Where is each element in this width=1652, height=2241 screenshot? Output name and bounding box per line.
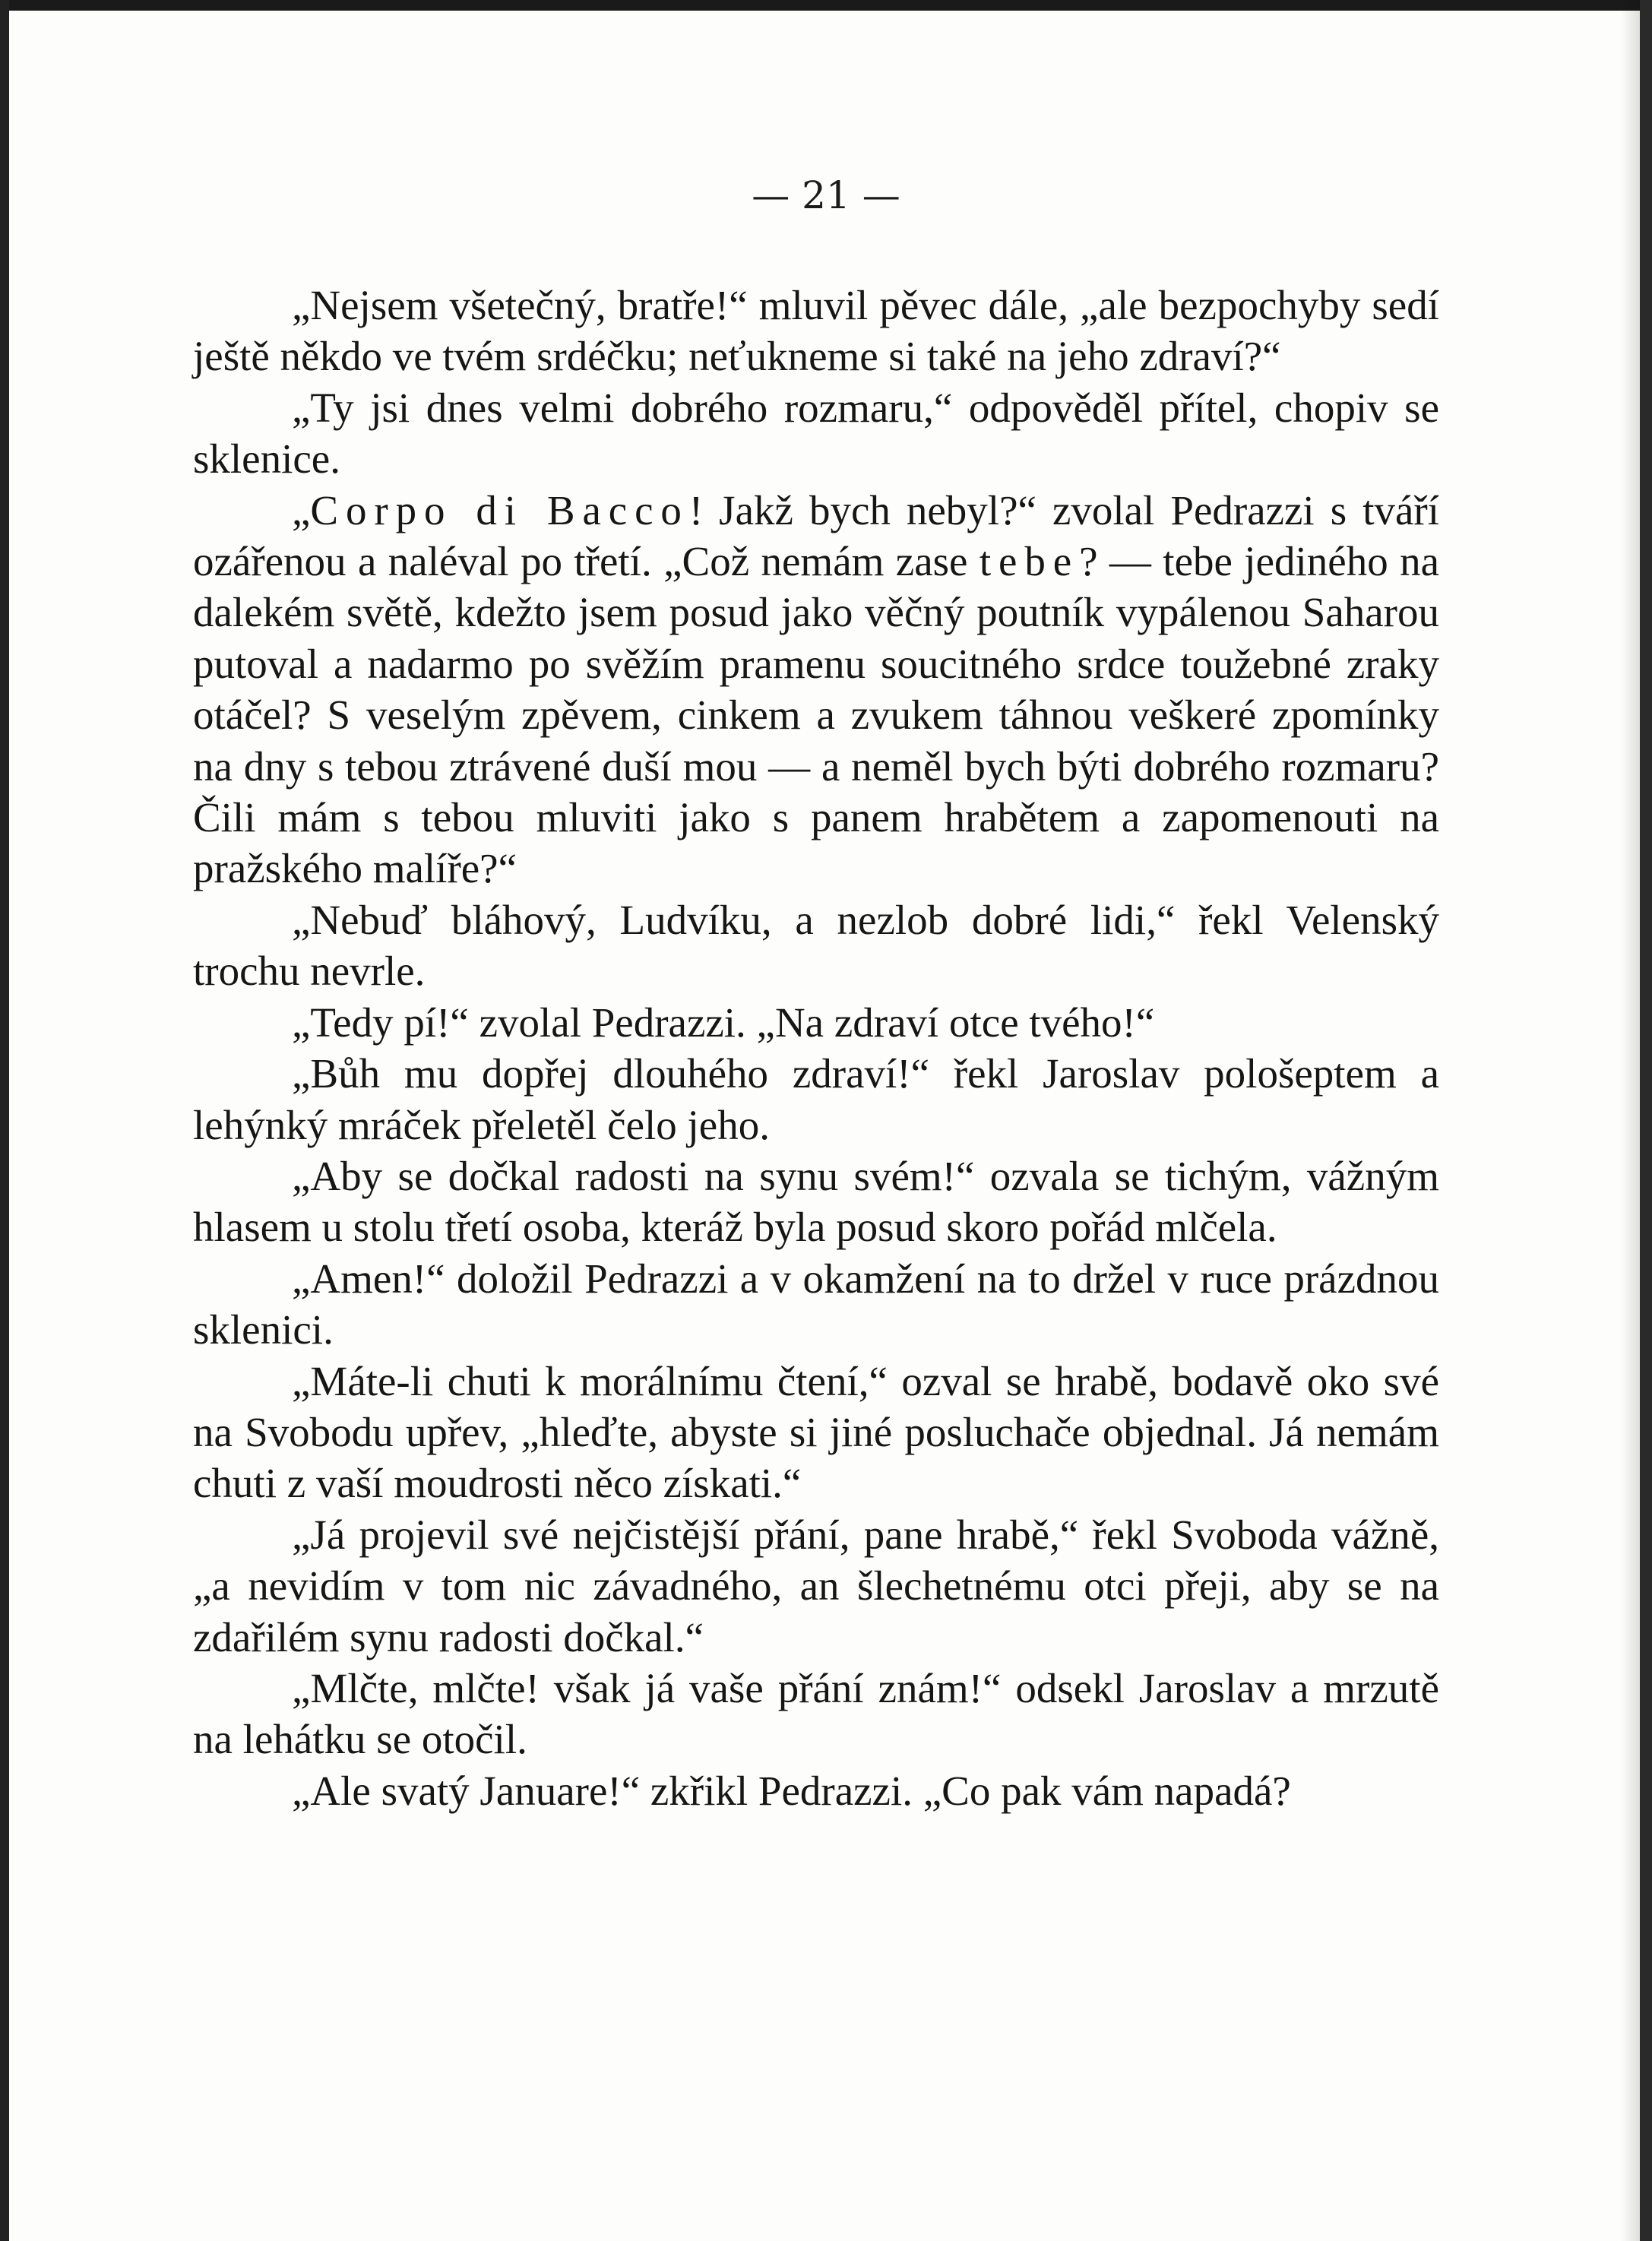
paragraph [193,1663,1439,1765]
page-number: — 21 — [752,173,900,217]
paragraph [193,1253,1439,1356]
scan-edge-right [1640,0,1652,2241]
text-run: „Aby se dočkal radosti na synu svém!“ ozvala se tichým, vážným hlasem u stolu třetí osoba, kteráž byla posud skoro pořád mlčela. [193,1152,1439,1251]
spaced-word: tebe [979,538,1080,585]
text-run: „Já projevil své nejčistější přání, pane hrabě,“ řekl Svoboda vážně, „a nevidím v tom nic závadného, an šlechetnému otci přeji, aby se na zdařilém synu radosti dočkal.“ [193,1511,1439,1660]
paragraph [193,1509,1439,1663]
scan-edge-left [0,0,9,2241]
text-run: „Mlčte, mlčte! však já vaše přání znám!“ odsekl Jaroslav a mrzutě na lehátku se otočil. [193,1664,1439,1763]
paragraph [193,997,1439,1048]
scan-edge-top [0,0,1652,11]
paragraph [193,1048,1439,1151]
text-run: „Tedy pí!“ zvolal Pedrazzi. „Na zdraví otce tvého!“ [292,999,1155,1046]
text-run: „ [292,486,311,533]
paragraph [193,280,1439,382]
paragraph [193,1765,1439,1816]
text-run: „Nebuď bláhový, Ludvíku, a nezlob dobré lidi,“ řekl Velenský trochu nevrle. [193,896,1439,995]
text-run: „Máte-li chuti k morálnímu čtení,“ ozval se hrabě, bodavě oko své na Svobodu upřev, „hleďte, abyste si jiné posluchače objednal. Já nemám chuti z vaší moudrosti něco získati.“ [193,1357,1439,1507]
paragraph [193,1151,1439,1253]
paragraph [193,485,1439,894]
scan-gutter-shadow [1620,0,1640,2241]
text-run: „Nejsem všetečný, bratře!“ mluvil pěvec dále, „ale bezpochyby sedí ještě někdo ve tvém srdéčku; neťukneme si také na jeho zdraví?“ [193,282,1439,380]
text-run: „Amen!“ doložil Pedrazzi a v okamžení na to držel v ruce prázdnou sklenici. [193,1255,1439,1353]
text-run: „Ale svatý Januare!“ zkřikl Pedrazzi. „Co pak vám napadá? [292,1767,1291,1814]
paragraph [193,894,1439,997]
spaced-phrase: Corpo di Bacco [310,486,689,533]
text-run: ! Jakž bych nebyl?“ zvolal Pedrazzi s tváří ozářenou a naléval po třetí. „Což nemám zase [193,486,1439,585]
text-run: „Bůh mu dopřej dlouhého zdraví!“ řekl Jaroslav pološeptem a lehýnký mráček přeletěl čelo jeho. [193,1050,1439,1148]
body-text [193,280,1439,1816]
paragraph [193,1356,1439,1509]
text-run: „Ty jsi dnes velmi dobrého rozmaru,“ odpověděl přítel, chopiv se sklenice. [193,384,1439,483]
paragraph [193,382,1439,485]
text-run: ? — tebe jediného na dalekém světě, kdežto jsem posud jako věčný poutník vypálenou Saharou putoval a nadarmo po svěžím pramenu soucitného srdce toužebné zraky otáčel? S veselým zpěvem, cinkem a zvukem táhnou veškeré zpomínky na dny s tebou ztrávené duší mou — a neměl bych býti dobrého rozmaru? Čili mám s tebou mluviti jako s panem hrabětem a zapomenouti na pražského malíře?“ [193,538,1440,892]
